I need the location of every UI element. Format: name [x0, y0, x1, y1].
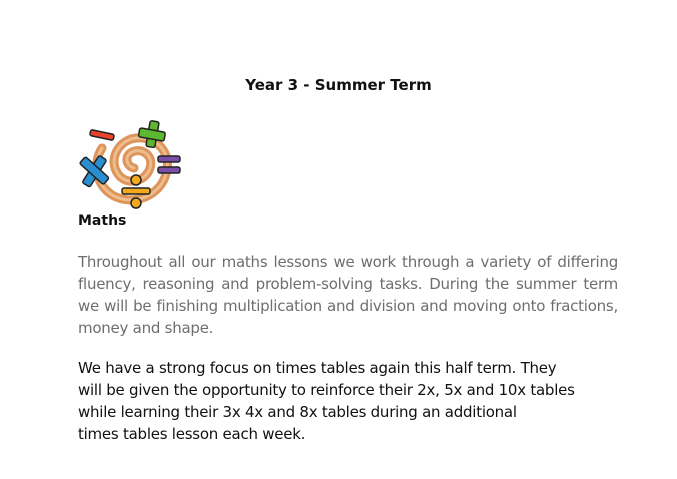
paragraph-line: while learning their 3x 4x and 8x tables during an additional — [78, 403, 517, 421]
paragraph-line: times tables lesson each week. — [78, 425, 306, 443]
maths-overview-paragraph: Throughout all our maths lessons we work through a variety of differing fluency, reasoning and problem-solving tasks. During the summer term we will be finishing multiplication and division and moving onto fractions, money and shape. — [78, 253, 618, 337]
page-title: Year 3 - Summer Term — [245, 76, 432, 94]
subject-heading: Maths — [78, 213, 127, 229]
maths-symbols-icon — [74, 116, 194, 216]
times-tables-paragraph — [78, 357, 623, 445]
minus-icon — [90, 130, 115, 141]
paragraph-line: will be given the opportunity to reinforce their 2x, 5x and 10x tables — [78, 381, 575, 399]
paragraph-line: We have a strong focus on times tables again this half term. They — [78, 359, 557, 377]
